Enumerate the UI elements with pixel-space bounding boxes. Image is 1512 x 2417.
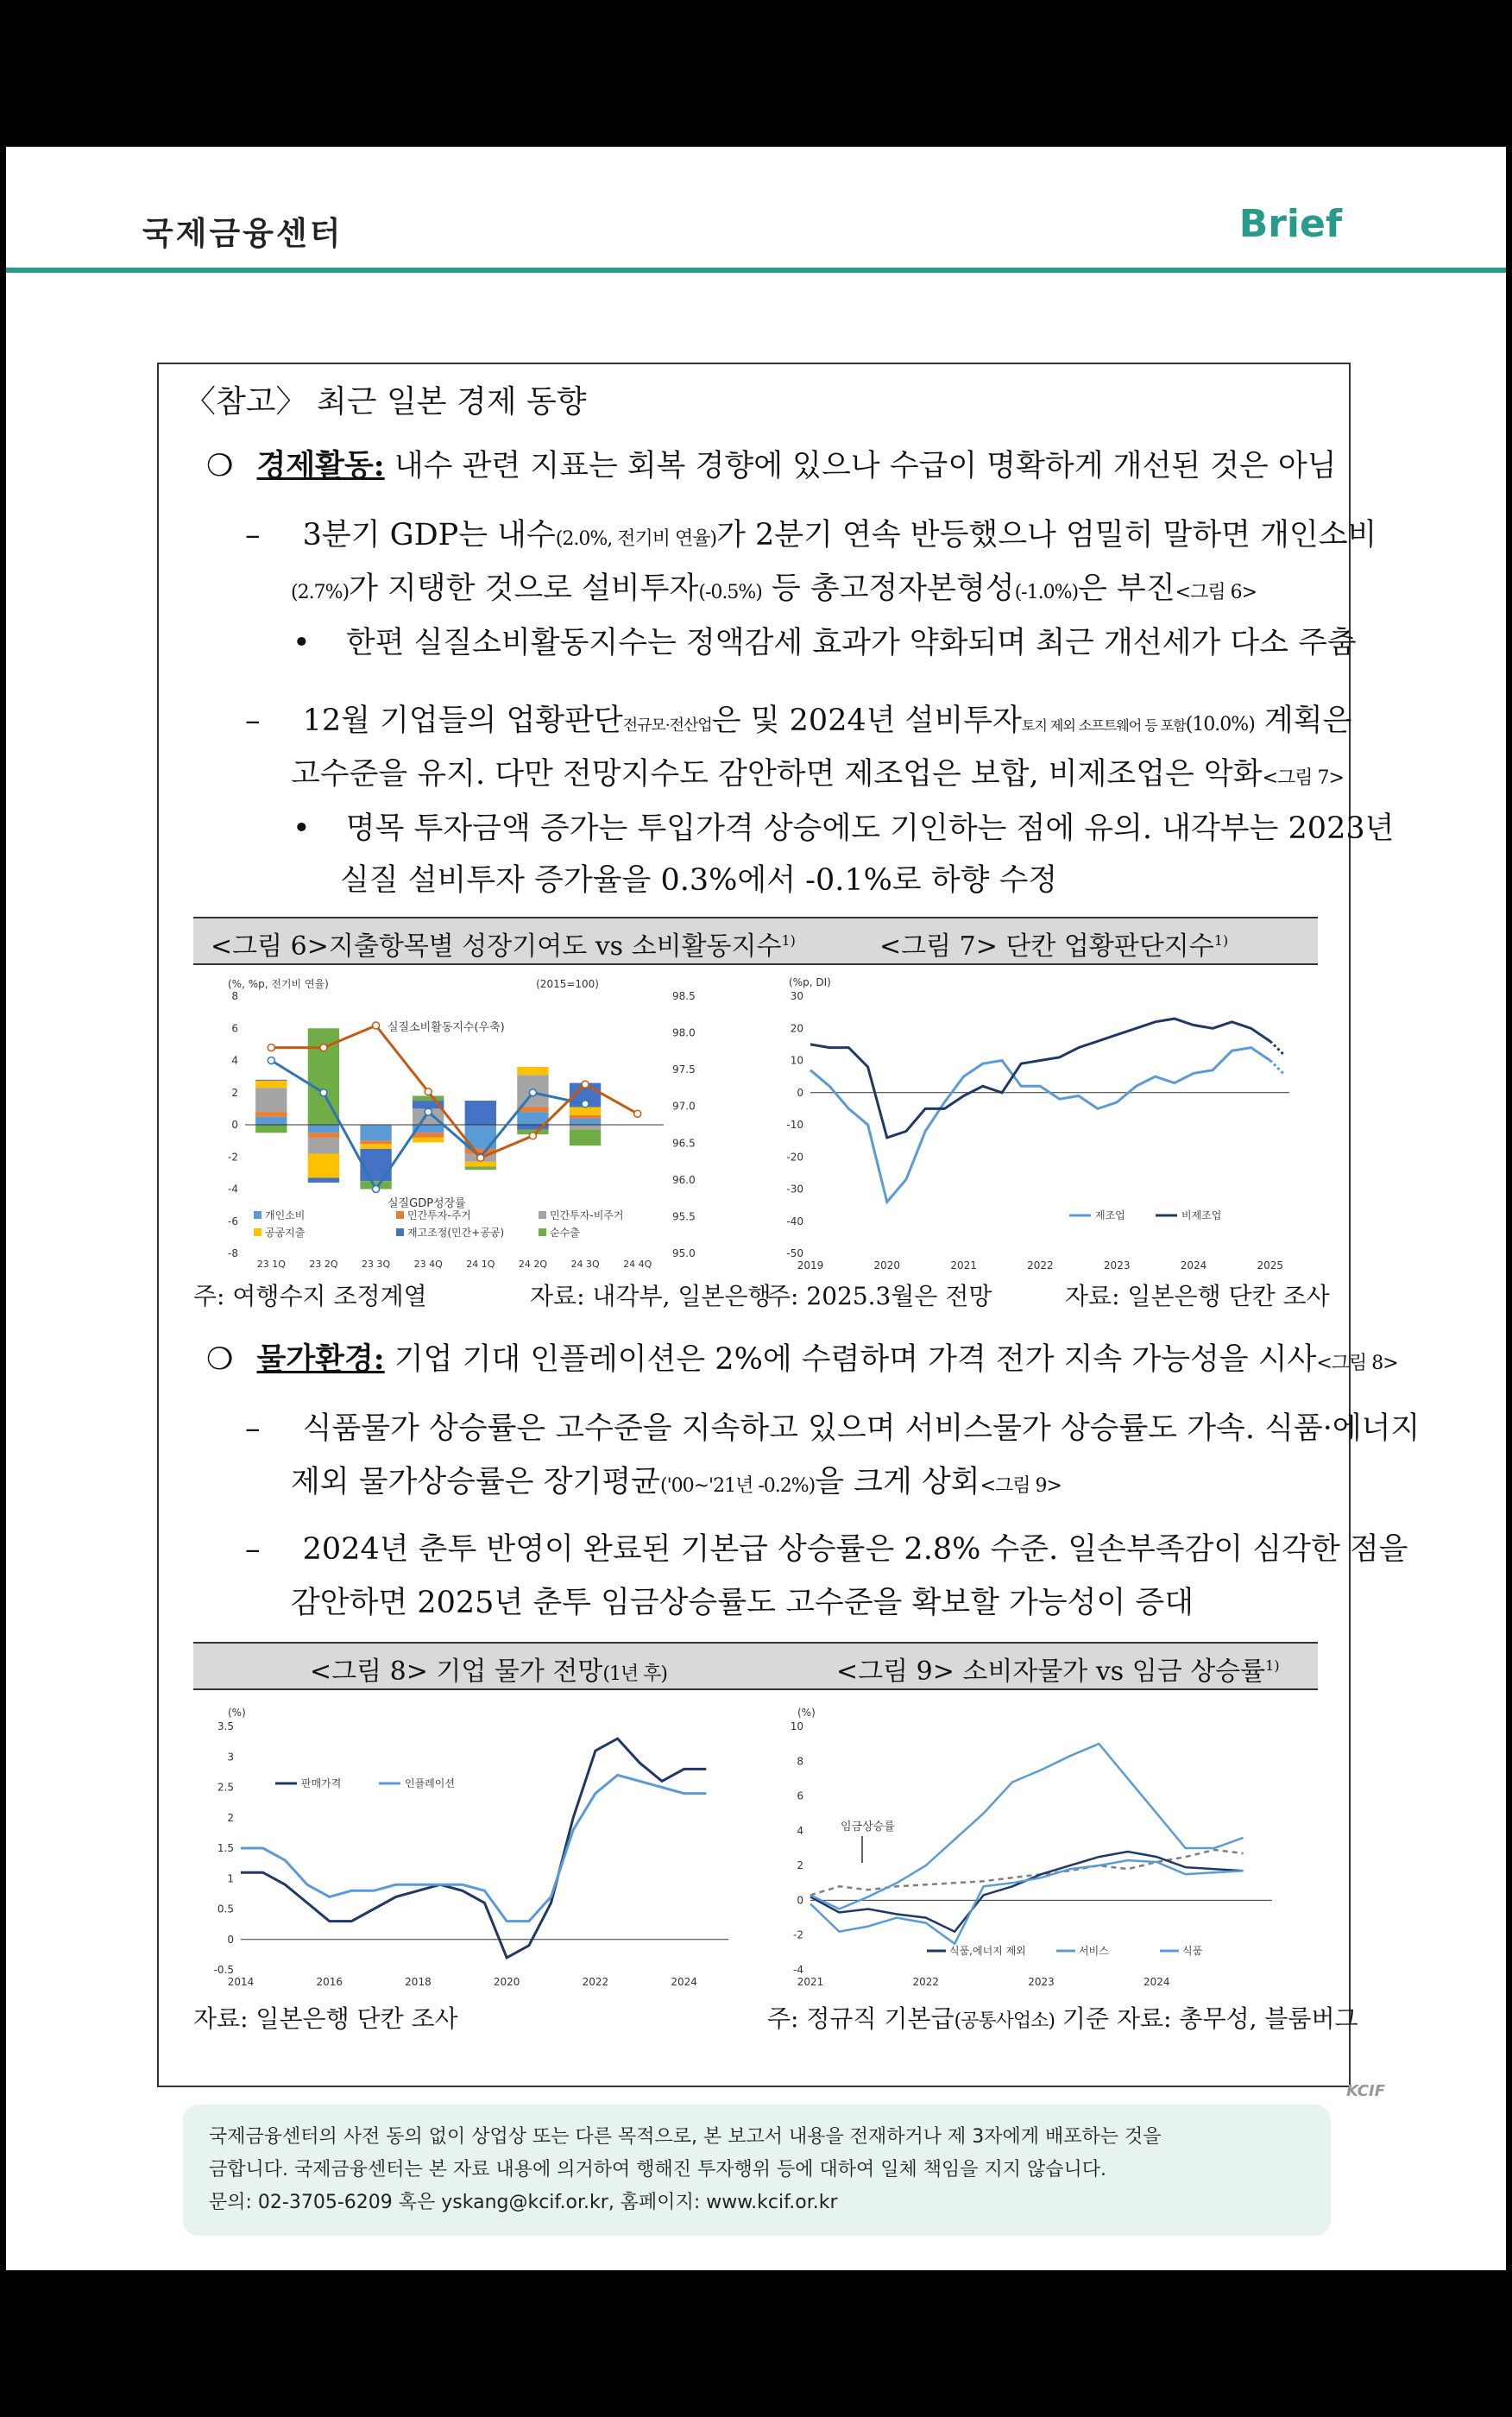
section2-bullet: ❍ (206, 1342, 234, 1377)
text-small: (2.0%, 전기비 연율) (555, 528, 717, 550)
x-tick-label: 2021 (797, 1976, 824, 1988)
text: 주: 정규직 기본급 (767, 2004, 954, 2033)
notice-line1: 국제금융센터의 사전 동의 없이 상업상 또는 다른 목적으로, 본 보고서 내용을 전재하거나 제 3자에게 배포하는 것을 (209, 2126, 1162, 2148)
y-tick-label: 2 (797, 1859, 803, 1872)
x-tick-label: 2024 (671, 1976, 697, 1988)
bar-6 (570, 1130, 601, 1146)
bar-1 (308, 1125, 339, 1133)
fig7-title (879, 925, 1228, 962)
figure-ref: <그림 7> (1262, 767, 1344, 789)
y-tick-label: -40 (786, 1215, 803, 1227)
section1-text: 내수 관련 지표는 회복 경향에 있으나 수급이 명확하게 개선된 것은 아님 (384, 449, 1337, 483)
y-tick-label: -30 (786, 1183, 803, 1196)
text: 명목 투자금액 증가는 투입가격 상승에도 기인하는 점에 유의. 내각부는 2023년 (345, 811, 1395, 846)
fig6-title (211, 925, 796, 962)
fig8-source: 자료: 일본은행 단칸 조사 (193, 2004, 458, 2033)
bar-4 (517, 1067, 548, 1075)
dash: – (245, 704, 261, 738)
x-tick-label: 24 2Q (518, 1259, 548, 1270)
series-line-1 (241, 1739, 706, 1958)
bar-6 (255, 1125, 287, 1133)
fig9-chart (763, 1694, 1315, 2013)
s1-item1-sub (293, 619, 1357, 662)
x-tick-label: 24 1Q (466, 1259, 495, 1270)
text: 은 및 2024년 설비투자 (711, 704, 1022, 738)
fig9-note (767, 2000, 1109, 2035)
text: 가 2분기 연속 반등했으나 엄밀히 말하면 개인소비 (716, 518, 1377, 552)
notice-line2: 금합니다. 국제금융센터는 본 자료 내용에 의거하여 행해진 투자행위 등에 대하여 일체 책임을 지지 않습니다. (209, 2159, 1106, 2180)
y-tick-label: 10 (790, 1054, 803, 1067)
figure-ref: <그림 8> (1316, 1353, 1398, 1374)
fig6-chart (193, 969, 746, 1288)
text: 등 총고정자본형성 (761, 571, 1015, 606)
line-point (268, 1044, 274, 1051)
text: 3분기 GDP는 내수 (302, 518, 556, 552)
section2-text: 기업 기대 인플레이션은 2%에 수렴하며 가격 전가 지속 가능성을 시사 (384, 1342, 1317, 1377)
projection-2 (1270, 1041, 1283, 1054)
fig7-source: 자료: 일본은행 단칸 조사 (1065, 1282, 1330, 1310)
text: 식품물가 상승률은 고수준을 지속하고 있으며 서비스물가 상승률도 가속. 식품·에너지 (302, 1411, 1421, 1446)
x-tick-label: 2019 (797, 1259, 824, 1272)
legend-label: 제조업 (1095, 1209, 1125, 1221)
dash: – (245, 518, 261, 552)
dash: – (245, 1532, 261, 1567)
s1-item2-line2 (291, 750, 1344, 793)
x-tick-label: 2024 (1180, 1259, 1207, 1272)
s1-item2-sub1 (293, 805, 1394, 848)
y-tick-label: 10 (790, 1720, 803, 1732)
fig8-title (310, 1650, 667, 1688)
x-tick-label: 24 4Q (623, 1259, 652, 1270)
line-point (268, 1057, 274, 1064)
y-tick-label: -2 (228, 1151, 238, 1164)
bar-3 (308, 1138, 339, 1154)
legend-label: 재고조정(민간+공공) (407, 1227, 505, 1239)
line-point (634, 1110, 641, 1117)
section1-bullet: ❍ (206, 449, 234, 483)
fig7-sup: 1) (1213, 932, 1229, 949)
legend-label: 비제조업 (1181, 1209, 1222, 1221)
x-tick-label: 2023 (1028, 1976, 1055, 1988)
y-tick-label: 6 (231, 1022, 238, 1035)
bar-4 (255, 1080, 287, 1088)
legend-label: 식품 (1182, 1945, 1203, 1957)
text: 한편 실질소비활동지수는 정액감세 효과가 약화되며 최근 개선세가 다소 주춤 (345, 626, 1357, 660)
line-point (477, 1154, 484, 1161)
x-tick-label: 2022 (1027, 1259, 1054, 1272)
series-line-3 (810, 1860, 1244, 1944)
x-tick-label: 23 1Q (256, 1259, 286, 1270)
section2-head: 물가환경: (256, 1341, 385, 1377)
y2-tick-label: 97.5 (672, 1063, 696, 1076)
s2-item1-line1 (245, 1404, 1420, 1448)
legend-swatch (396, 1228, 404, 1236)
text: 고수준을 유지. 다만 전망지수도 감안하면 제조업은 보합, 비제조업은 악화 (291, 757, 1263, 792)
s2-item2-line2: 감안하면 2025년 춘투 임금상승률도 고수준을 확보할 가능성이 증대 (291, 1586, 1194, 1620)
legend-label: 민간투자-주거 (407, 1209, 471, 1221)
fig6-source: 자료: 내각부, 일본은행 (530, 1282, 772, 1310)
text: 을 크게 상회 (815, 1465, 980, 1499)
y-axis-label: (%, %p, 전기비 연율) (228, 978, 329, 990)
s1-item1-line2 (291, 565, 1257, 608)
text-small: (공통사업소) (954, 2010, 1055, 2032)
bar-6 (465, 1166, 496, 1170)
y-axis-label: (%p, DI) (789, 976, 831, 988)
bar-2 (360, 1141, 391, 1145)
legend-swatch (539, 1228, 546, 1236)
y-tick-label: -20 (786, 1151, 803, 1164)
bar-6 (413, 1095, 444, 1101)
legend-label: 인플레이션 (405, 1777, 455, 1789)
fig7-chart (763, 969, 1315, 1288)
dot: • (293, 811, 311, 846)
text-small: (10.0%) (1185, 714, 1255, 735)
legend-label: 민간투자-비주거 (550, 1209, 624, 1221)
y-tick-label: 3.5 (217, 1720, 234, 1732)
s1-item2-sub2: 실질 설비투자 증가율을 0.3%에서 -0.1%로 하향 수정 (340, 863, 1058, 898)
reference-title: 〈참고〉 최근 일본 경제 동향 (185, 384, 587, 420)
legend-swatch (254, 1211, 261, 1219)
y2-tick-label: 96.0 (672, 1173, 696, 1186)
y2-tick-label: 98.5 (672, 990, 696, 1002)
y-tick-label: 1.5 (217, 1842, 234, 1854)
series-line-2 (810, 1019, 1270, 1138)
annotation-label: 실질소비활동지수(우축) (387, 1021, 505, 1034)
annotation-label: 임금상승률 (841, 1821, 895, 1833)
y-tick-label: 4 (797, 1824, 803, 1837)
notice-line3: 문의: 02-3705-6209 혹은 yskang@kcif.or.kr, 홈페이지: www.kcif.or.kr (209, 2192, 838, 2213)
text-small: 전규모·전산업 (622, 716, 712, 735)
page (6, 147, 1506, 2270)
line-point (373, 1022, 380, 1029)
text: 가 지탱한 것으로 설비투자 (349, 571, 699, 606)
y2-axis-label: (2015=100) (536, 978, 599, 990)
x-tick-label: 2014 (227, 1976, 255, 1988)
series-line-1 (810, 1850, 1244, 1895)
y2-tick-label: 95.5 (672, 1210, 696, 1223)
y-tick-label: 0 (227, 1933, 234, 1946)
y-tick-label: 1 (227, 1872, 234, 1885)
legend-label: 공공지출 (265, 1227, 306, 1239)
fig6-note: 주: 여행수지 조정계열 (193, 1282, 427, 1310)
fig8-chart (193, 1694, 746, 2013)
x-tick-label: 2022 (582, 1976, 609, 1988)
y-tick-label: 0.5 (217, 1903, 234, 1915)
line-point (582, 1081, 589, 1088)
line-point (373, 1186, 380, 1193)
x-tick-label: 23 4Q (413, 1259, 443, 1270)
bar-2 (570, 1115, 601, 1119)
legend-swatch (254, 1228, 261, 1236)
header-divider (6, 268, 1506, 273)
x-tick-label: 2018 (405, 1976, 432, 1988)
y-axis-label: (%) (797, 1707, 816, 1719)
fig6-sup: 1) (781, 932, 796, 949)
y-axis-label: (%) (228, 1707, 246, 1719)
line-point (425, 1108, 432, 1115)
y-tick-label: 2.5 (217, 1781, 234, 1794)
s1-item2-line1 (245, 697, 1351, 740)
series-line-2 (810, 1852, 1244, 1932)
legend-label: 식품,에너지 제외 (949, 1945, 1026, 1957)
y-tick-label: 0 (231, 1119, 238, 1131)
bar-1 (360, 1125, 391, 1141)
s2-item2-line1 (245, 1525, 1408, 1568)
fig9-source: 자료: 총무성, 블룸버그 (1117, 2004, 1358, 2033)
bar-4 (308, 1154, 339, 1178)
figure-ref: <그림 9> (980, 1475, 1062, 1497)
bar-5 (360, 1149, 391, 1181)
section2-line (206, 1335, 1398, 1379)
text: 계획은 (1254, 704, 1352, 738)
fig6-7-header (193, 917, 1318, 965)
y-tick-label: -2 (793, 1928, 803, 1941)
fig8-9-header (193, 1642, 1318, 1690)
bar-4 (465, 1162, 496, 1167)
projection-1 (1270, 1061, 1283, 1074)
bar-3 (570, 1125, 601, 1130)
legend-swatch (396, 1211, 404, 1219)
figure-ref: <그림 6> (1175, 582, 1257, 603)
text: 은 부진 (1078, 571, 1175, 606)
x-tick-label: 23 2Q (309, 1259, 338, 1270)
series-line-1 (810, 1048, 1270, 1202)
y2-tick-label: 95.0 (672, 1247, 696, 1259)
y-tick-label: -8 (228, 1247, 238, 1259)
line-point (529, 1089, 536, 1096)
y2-tick-label: 96.5 (672, 1137, 696, 1150)
text: 12월 기업들의 업황판단 (302, 704, 623, 738)
bar-2 (413, 1133, 444, 1138)
reference-box (157, 363, 1421, 2087)
bar-1 (570, 1119, 601, 1125)
bar-2 (255, 1112, 287, 1117)
fig9-title-text: <그림 9> 소비자물가 vs 임금 상승률 (836, 1657, 1266, 1687)
fig7-title-text: <그림 7> 단칸 업황판단지수 (879, 931, 1214, 962)
text-small: ('00~'21년 -0.2%) (659, 1475, 816, 1497)
bar-5 (308, 1177, 339, 1183)
text: 제외 물가상승률은 장기평균 (291, 1465, 660, 1499)
fig6-title-text: <그림 6>지출항목별 성장기여도 vs 소비활동지수 (211, 931, 782, 962)
y-tick-label: 6 (797, 1789, 803, 1802)
legend-label: 서비스 (1079, 1945, 1109, 1957)
x-tick-label: 2020 (493, 1976, 520, 1988)
section1-line (206, 442, 1337, 485)
fig8-title-text: <그림 8> 기업 물가 전망 (310, 1657, 603, 1687)
y-tick-label: 2 (231, 1086, 238, 1099)
legend-swatch (539, 1211, 546, 1219)
fig8-title-small: (1년 후) (602, 1663, 668, 1685)
line-point (320, 1089, 327, 1096)
s1-item1-line1 (245, 511, 1377, 554)
section1-head: 경제활동: (256, 448, 385, 483)
bar-5 (465, 1101, 496, 1125)
copyright-notice (183, 2105, 1331, 2236)
y-tick-label: 8 (231, 990, 238, 1002)
text-small: (-0.5%) (698, 582, 762, 603)
x-tick-label: 23 3Q (361, 1259, 391, 1270)
y-tick-label: 3 (227, 1751, 234, 1764)
bar-4 (570, 1108, 601, 1115)
y-tick-label: 0 (797, 1894, 803, 1907)
x-tick-label: 24 3Q (570, 1259, 600, 1270)
text-small: 토지 제외 소프트웨어 등 포함 (1021, 717, 1186, 734)
y-tick-label: -10 (786, 1119, 803, 1131)
text: 2024년 춘투 반영이 완료된 기본급 상승률은 2.8% 수준. 일손부족감이 심각한 점을 (302, 1532, 1408, 1567)
y-tick-label: -4 (793, 1964, 803, 1976)
text-small: (2.7%) (291, 582, 350, 603)
y-tick-label: 4 (231, 1054, 238, 1067)
legend-label: 개인소비 (265, 1209, 306, 1221)
text-small: (-1.0%) (1014, 582, 1079, 603)
y-tick-label: 2 (227, 1811, 234, 1824)
fig9-title (836, 1650, 1280, 1688)
bar-3 (255, 1088, 287, 1112)
bar-2 (308, 1133, 339, 1138)
line-point (582, 1101, 589, 1108)
x-tick-label: 2020 (873, 1259, 901, 1272)
legend-label: 순수출 (550, 1227, 580, 1239)
text: 기준 (1055, 2004, 1110, 2033)
fig9-sup: 1) (1265, 1657, 1280, 1674)
header-brief: Brief (1238, 202, 1342, 246)
bar-5 (255, 1080, 287, 1081)
header-org: 국제금융센터 (142, 215, 343, 252)
y-tick-label: -6 (228, 1215, 238, 1227)
bar-4 (413, 1138, 444, 1143)
line-point (529, 1133, 536, 1139)
y-tick-label: 8 (797, 1755, 803, 1768)
kcif-logo: KCIF (1346, 2082, 1385, 2100)
series-line-2 (241, 1775, 706, 1921)
y2-tick-label: 98.0 (672, 1026, 696, 1039)
x-tick-label: 2025 (1257, 1259, 1284, 1272)
x-tick-label: 2016 (316, 1976, 343, 1988)
y-tick-label: 20 (790, 1022, 803, 1035)
bar-1 (255, 1117, 287, 1125)
y-tick-label: 0 (797, 1086, 803, 1099)
x-tick-label: 2024 (1143, 1976, 1170, 1988)
dash: – (245, 1411, 261, 1446)
y-tick-label: -4 (228, 1183, 238, 1196)
y-tick-label: 30 (790, 990, 803, 1002)
x-tick-label: 2021 (950, 1259, 977, 1272)
line-point (320, 1044, 327, 1051)
y-tick-label: -50 (786, 1247, 803, 1259)
x-tick-label: 2022 (912, 1976, 940, 1988)
fig7-note: 주: 2025.3월은 전망 (767, 1282, 992, 1310)
y-tick-label: -0.5 (213, 1964, 234, 1976)
annotation-label: 실질GDP성장률 (387, 1197, 466, 1210)
bar-4 (360, 1144, 391, 1149)
x-tick-label: 2023 (1103, 1259, 1131, 1272)
line-point (425, 1089, 432, 1095)
dot: • (293, 626, 311, 660)
s2-item1-line2 (291, 1458, 1062, 1501)
bar-1 (517, 1112, 548, 1125)
legend-label: 판매가격 (301, 1777, 342, 1789)
y2-tick-label: 97.0 (672, 1100, 696, 1113)
